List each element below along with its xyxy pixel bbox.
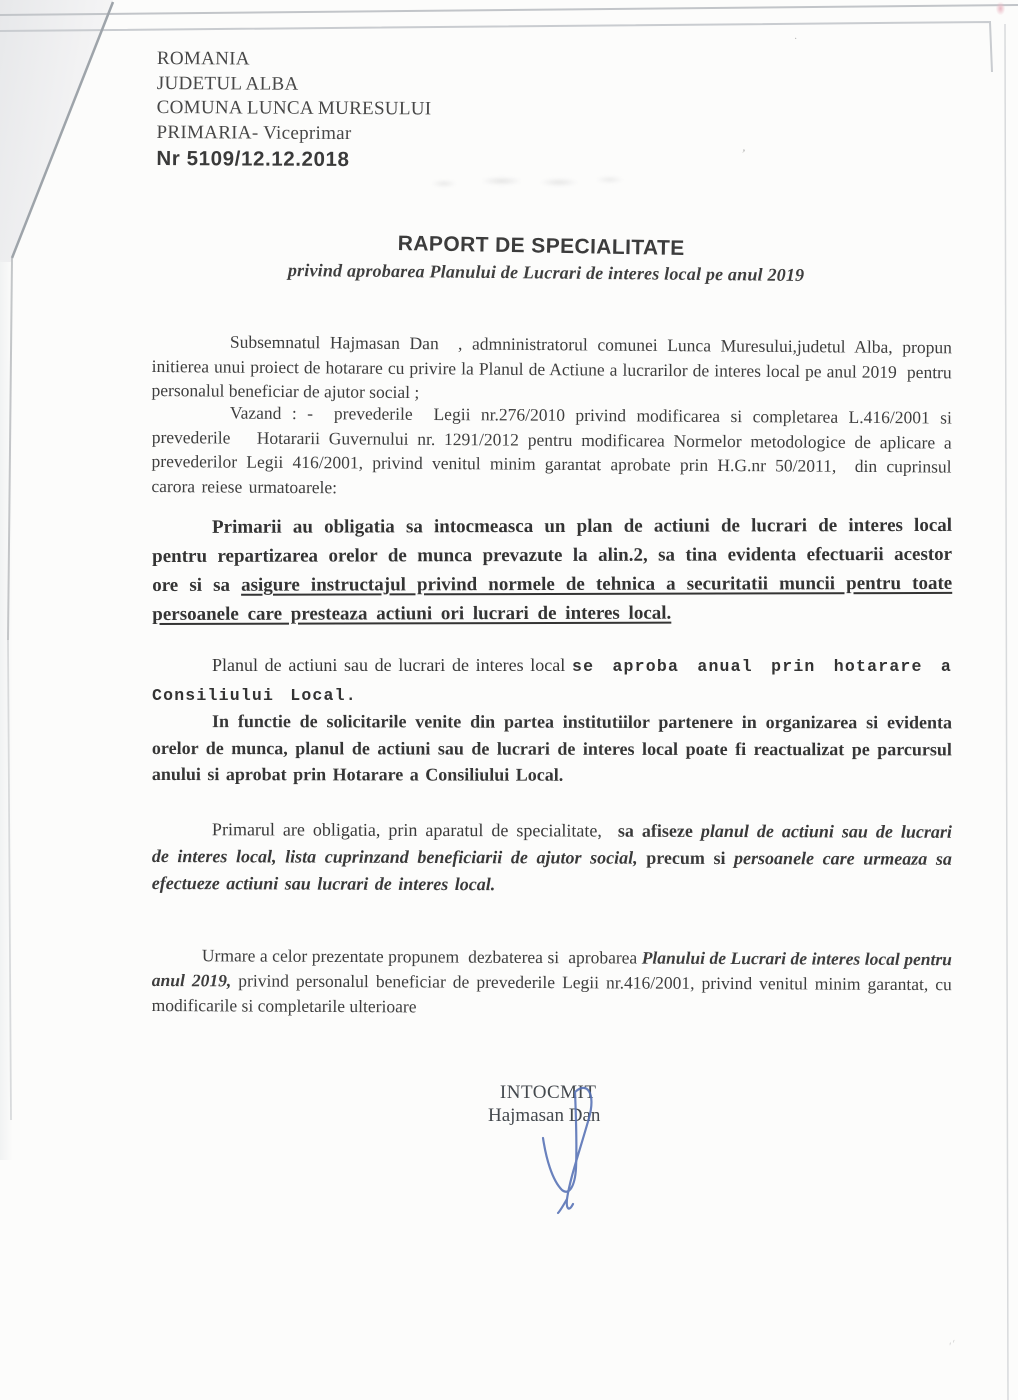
mayor-obligation-persons: persoanele care urmeaza sa efectueze actiuni sau lucrari de interes local. — [151, 848, 952, 895]
paragraph-conclusion — [152, 943, 952, 1022]
paragraph-legal-basis: Vazand : - prevederile Legii nr.276/2010 privind modificarea si completarea L.416/2001 si prevederile Hotararii Guvernului nr. 1291/2012 pentru modificarea Normelor metodologice de aplicare a prevederilor Legii 416/2001, privind venitul minim garantat aprobate prin H.G.nr 50/2011, din cuprinsul carora reiese urmatoarele: — [151, 402, 952, 497]
paragraph-mayor-obligation — [152, 816, 952, 900]
page-left-edge-shadow — [0, 260, 13, 1160]
quote-underlined-text: asigure instructajul privind normele de tehnica a securitatii muncii pentru toate persoanele care presteaza actiuni ori lucrari de interes local. — [152, 572, 953, 625]
letterhead-county: JUDETUL ALBA — [156, 72, 299, 95]
signature-name: Hajmasan Dan — [488, 1105, 601, 1126]
mayor-obligation-display: sa afiseze — [617, 820, 701, 841]
scan-color-artifact — [996, 2, 1005, 15]
document-title: RAPORT DE SPECIALITATE — [397, 232, 685, 261]
paragraph-reactualization: In functie de solicitarile venite din partea institutiilor partenere in organizarea si evidenta orelor de munca, planul de actiuni sau de lucrari de interes local poate fi reactualizat pe parcursul anului si aprobat prin Hotarare a Consiliului Local. — [151, 711, 952, 785]
quote-normal-text: Primarii au obligatia sa intocmeasca un plan de actiuni de lucrari de interes local pentru repartizarea orelor de munca prevazute la alin.2, sa tina evidenta efectuarii acestor ore si sa — [152, 514, 953, 596]
conclusion-end: privind personalul beneficiar de prevederile Legii nr.416/2001, privind venitul minim garantat, cu modificarile si completarile ulterioare — [151, 970, 952, 1017]
mayor-obligation-also: precum si — [646, 847, 735, 869]
conclusion-start: Urmare a celor prezentate propunem dezbaterea si aprobarea — [201, 945, 642, 968]
document-subtitle: privind aprobarea Planului de Lucrari de interes local pe anul 2019 — [287, 260, 805, 285]
handwritten-signature-ink — [533, 1082, 617, 1220]
ink-bleed-smudge — [398, 168, 628, 194]
mayor-obligation-start: Primarul are obligatia, prin aparatul de specialitate, — [211, 819, 618, 841]
signature-role-label: INTOCMIT — [499, 1082, 597, 1103]
scan-speck: · — [794, 34, 798, 45]
letterhead-commune: COMUNA LUNCA MURESULUI — [156, 96, 432, 120]
mayor-obligation-plan: planul de actiuni sau de lucrari de interes local, lista cuprinzand beneficiarii de ajutor social, — [151, 820, 953, 868]
scan-speck: ’ — [739, 145, 747, 162]
conclusion-plan-name: Planului de Lucrari de interes local pentru anul 2019, — [151, 947, 952, 991]
scan-speck: ´´ — [946, 1336, 962, 1355]
letterhead — [156, 47, 431, 173]
registration-number: Nr 5109/12.12.2018 — [156, 146, 350, 172]
page-fold-corner — [0, 0, 120, 262]
paragraph-annual-approval — [152, 652, 952, 709]
letterhead-office: PRIMARIA- Viceprimar — [156, 121, 352, 144]
paragraph-obligation-quote — [152, 511, 952, 629]
approval-typewriter-text: se aproba anual prin hotarare a Consiliului Local. — [152, 657, 953, 705]
letterhead-country: ROMANIA — [156, 47, 250, 70]
paragraph-introduction: Subsemnatul Hajmasan Dan , admninistratorul comunei Lunca Muresului,judetul Alba, propun initierea unui proiect de hotarare cu privire la Planul de Actiune a lucrarilor de interes local pe anul 2019 pentru personalul beneficiar de ajutor social ; — [151, 331, 952, 403]
approval-intro-text: Planul de actiuni sau de lucrari de interes local — [212, 655, 572, 675]
